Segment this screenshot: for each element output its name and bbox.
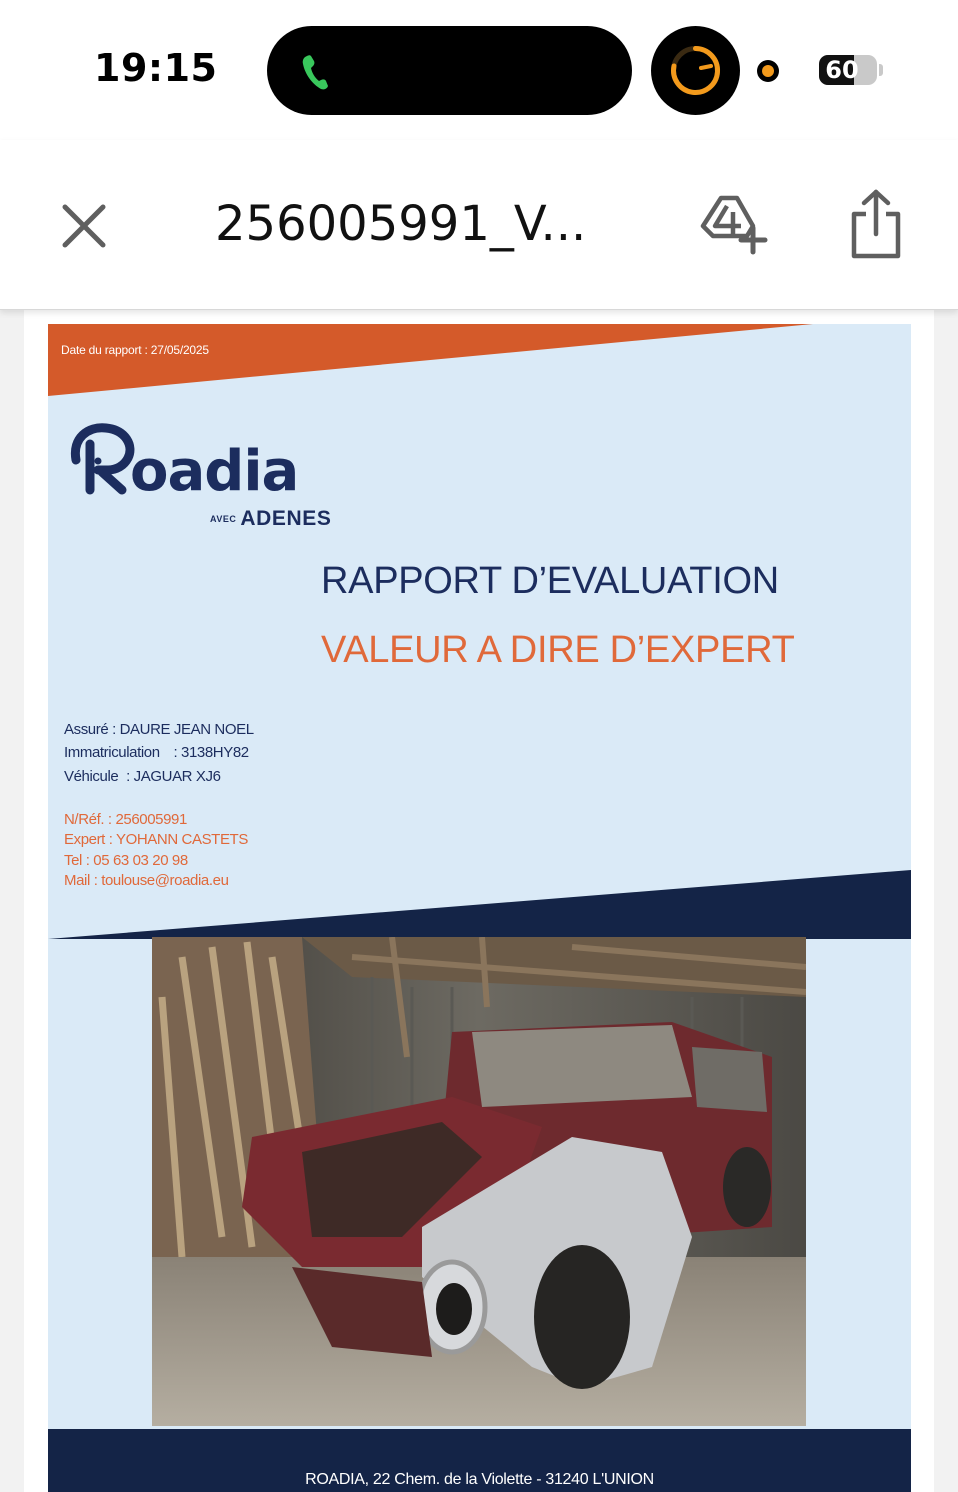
vehicle-photo bbox=[152, 937, 806, 1426]
close-icon[interactable] bbox=[58, 200, 110, 252]
vehicle-line bbox=[64, 768, 221, 785]
tel-value: : 05 63 03 20 98 bbox=[85, 852, 188, 869]
expert-label: Expert bbox=[64, 831, 105, 848]
expert-value: : YOHANN CASTETS bbox=[108, 831, 248, 848]
markup-add-icon[interactable] bbox=[697, 192, 769, 258]
report-page[interactable] bbox=[48, 324, 911, 1492]
report-title: RAPPORT D’EVALUATION bbox=[321, 560, 779, 602]
report-footer bbox=[48, 1429, 911, 1492]
vehicle-label: Véhicule bbox=[64, 768, 119, 785]
roadia-logo bbox=[68, 420, 348, 500]
document-title: 256005991_V... bbox=[215, 196, 587, 252]
battery-cap bbox=[879, 64, 883, 76]
timer-ring-icon[interactable] bbox=[651, 26, 740, 115]
status-time: 19:15 bbox=[94, 46, 218, 90]
tel-label: Tel bbox=[64, 852, 82, 869]
report-subtitle: VALEUR A DIRE D’EXPERT bbox=[321, 629, 795, 671]
mail-label: Mail bbox=[64, 872, 90, 889]
ref-line bbox=[64, 811, 187, 828]
ref-value: : 256005991 bbox=[107, 811, 187, 828]
phone-icon[interactable] bbox=[300, 52, 330, 92]
svg-text:oadia: oadia bbox=[130, 439, 299, 500]
brand-avec: AVEC bbox=[210, 514, 237, 524]
navy-wedge bbox=[48, 864, 911, 939]
battery-icon bbox=[819, 55, 877, 85]
insured-value: : DAURE JEAN NOEL bbox=[112, 721, 254, 738]
vehicle-value: : JAGUAR XJ6 bbox=[126, 768, 221, 785]
brand-adenes: ADENES bbox=[240, 507, 332, 530]
insured-label: Assuré bbox=[64, 721, 109, 738]
footer-address: ROADIA, 22 Chem. de la Violette - 31240 L'UNION bbox=[305, 1471, 654, 1488]
header-band bbox=[48, 324, 911, 404]
battery-level: 60 bbox=[825, 56, 859, 84]
registration-label: Immatriculation bbox=[64, 744, 160, 761]
recording-indicator-icon bbox=[757, 60, 779, 82]
registration-line bbox=[64, 744, 249, 761]
share-icon[interactable] bbox=[848, 188, 904, 260]
mail-value: : toulouse@roadia.eu bbox=[93, 872, 229, 889]
report-date: Date du rapport : 27/05/2025 bbox=[61, 343, 209, 357]
ref-label: N/Réf. bbox=[64, 811, 105, 828]
insured-line bbox=[64, 721, 254, 738]
registration-value: : 3138HY82 bbox=[173, 744, 249, 761]
expert-line bbox=[64, 831, 248, 848]
viewer-toolbar bbox=[0, 140, 958, 310]
brand-partner bbox=[210, 507, 331, 531]
status-bar bbox=[0, 0, 958, 140]
